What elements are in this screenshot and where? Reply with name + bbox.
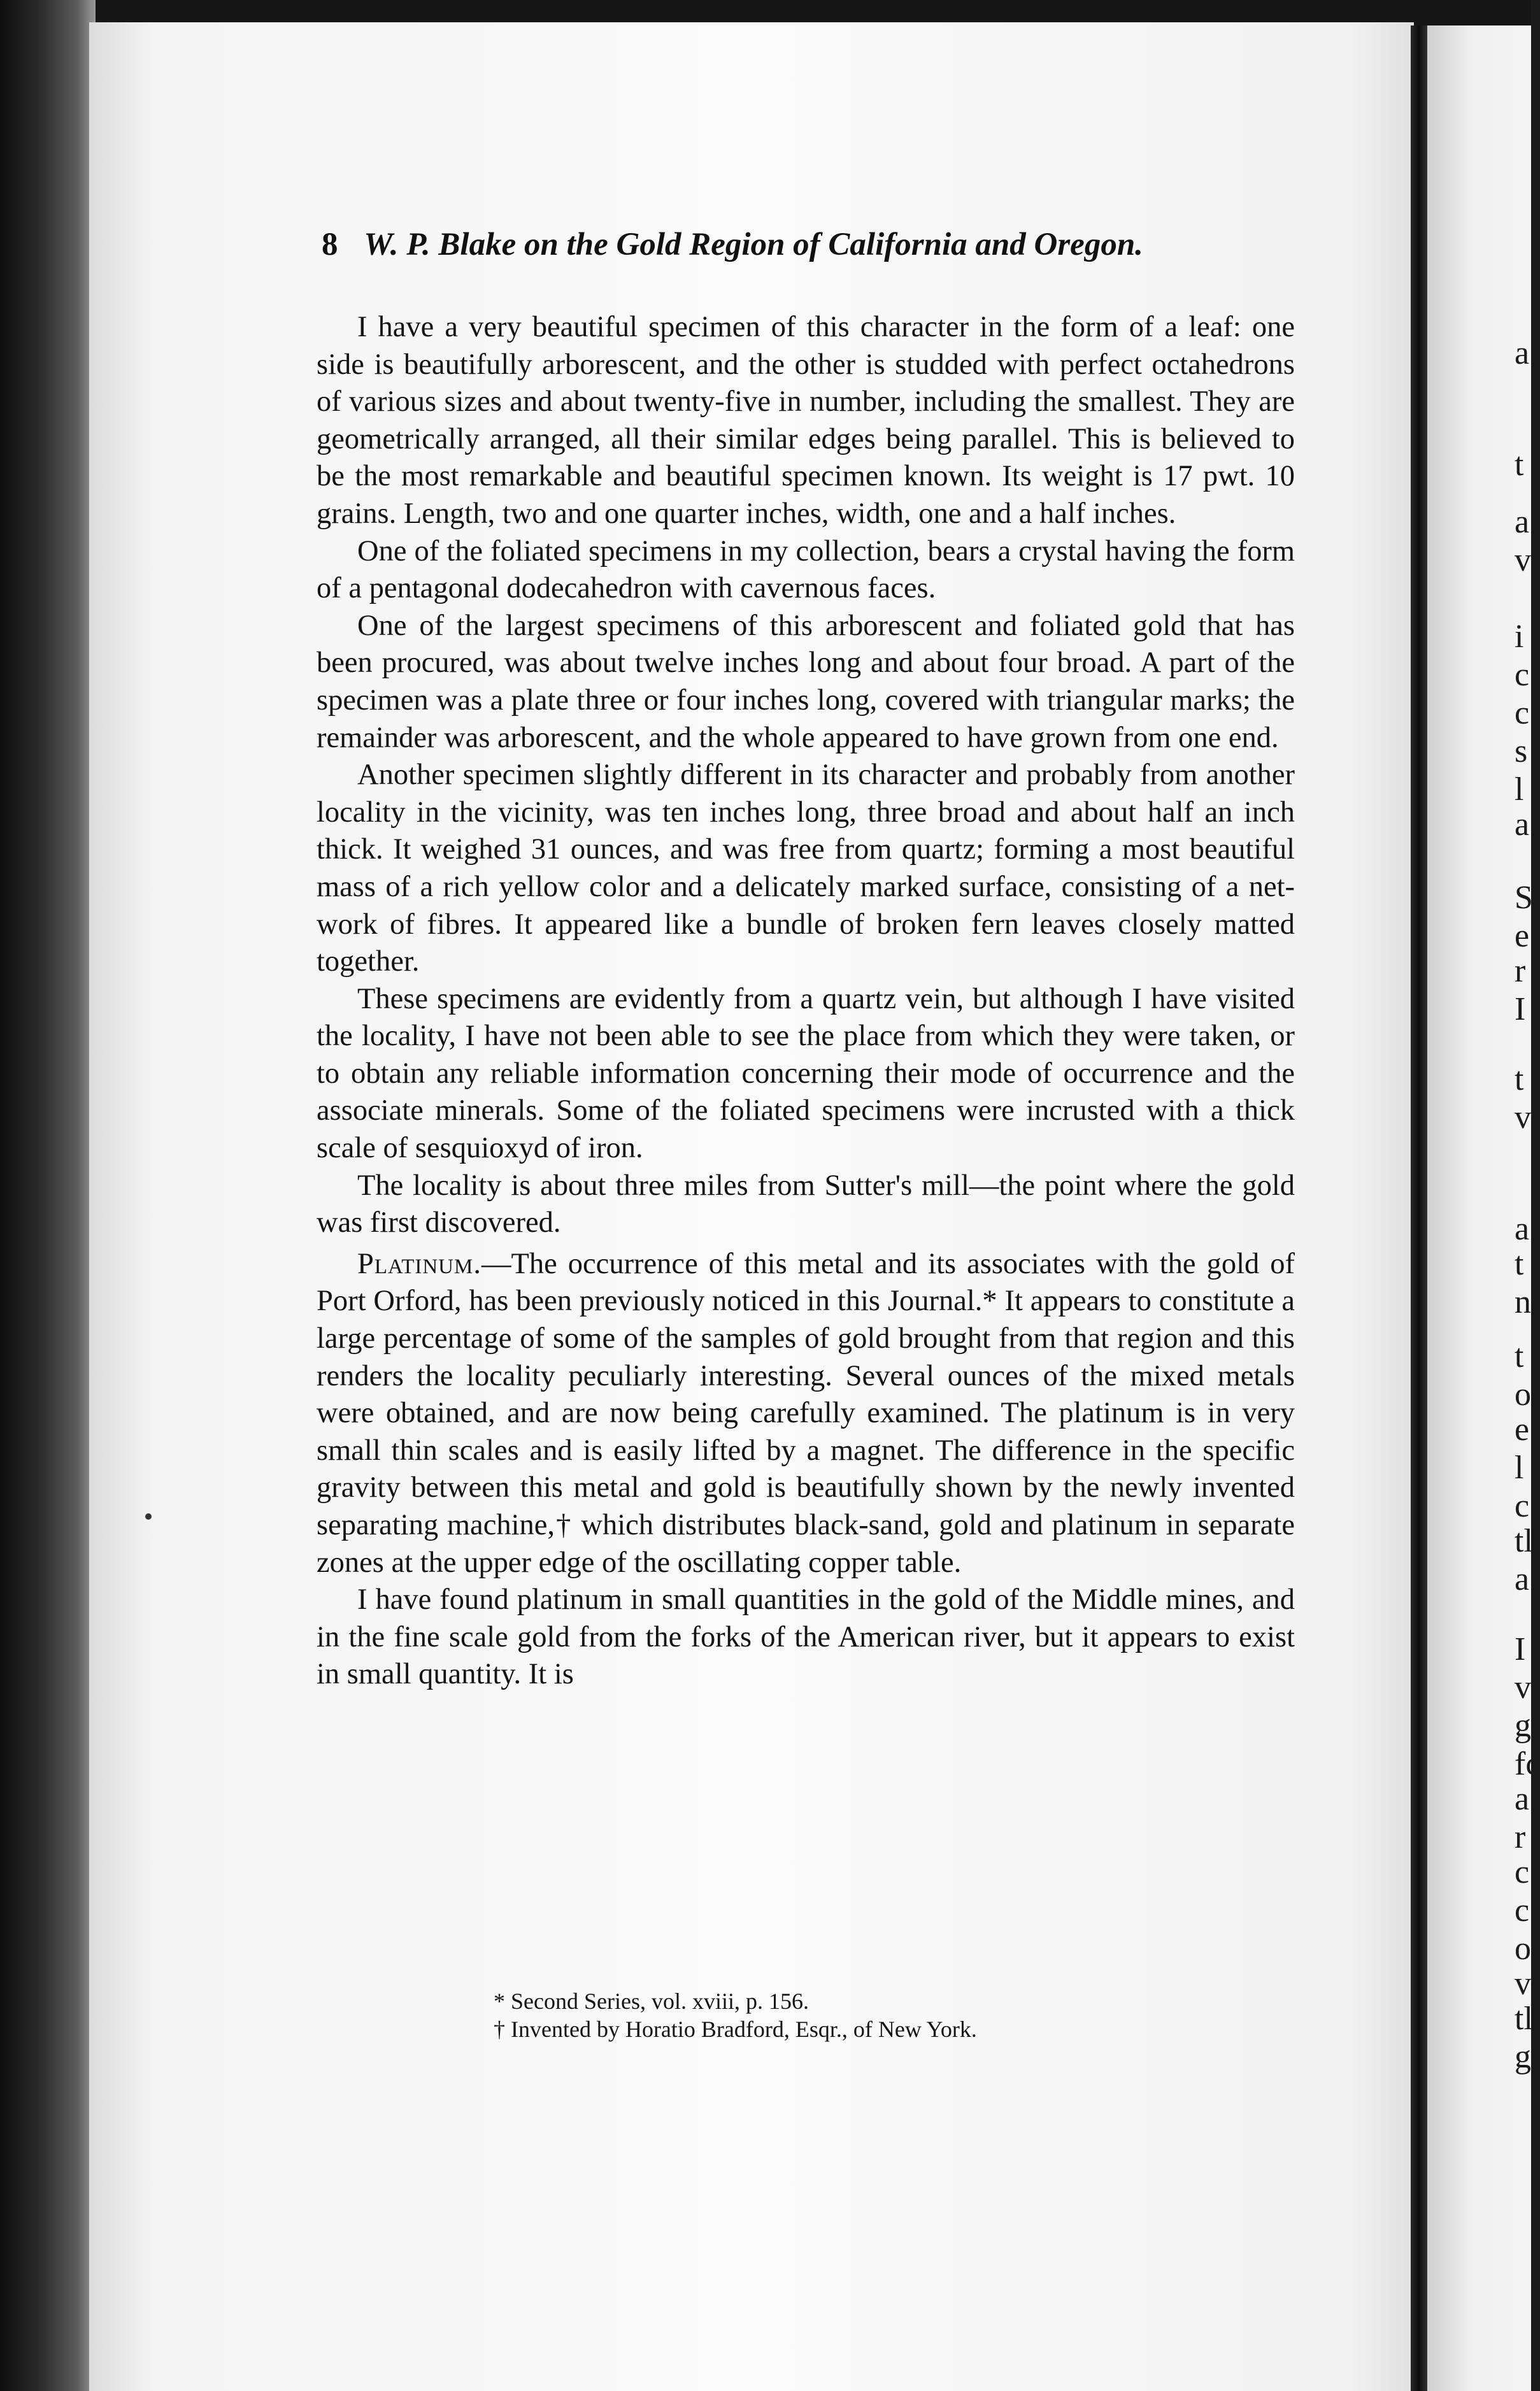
footnote: * Second Series, vol. xviii, p. 156. (494, 1988, 809, 2014)
next-page-fragment: o (1515, 1931, 1531, 1967)
next-page-fragment: o (1515, 1376, 1531, 1413)
next-page-fragment: c (1515, 657, 1530, 693)
next-page-fragment: n (1515, 1284, 1531, 1320)
next-page-fragment: t (1515, 446, 1524, 483)
next-page-fragment: c (1515, 1488, 1530, 1524)
binding-shadow (0, 0, 96, 2391)
next-page-fragment: t (1515, 1246, 1524, 1282)
paragraph: One of the largest specimens of this arborescent and foliated gold that has been procured, was about twelve inches long and about four broad. A part of the specimen was a plate three or four inches long, covered with triangular marks; the remainder was arborescent, and the whole appeared to have grown from one end. (317, 609, 1295, 754)
next-page-fragment: i (1515, 618, 1524, 655)
footnote: † Invented by Horatio Bradford, Esqr., of New York. (494, 2016, 977, 2042)
margin-mark (145, 1513, 152, 1520)
next-page-fragment: t (1515, 1338, 1524, 1374)
next-page-fragment: S (1515, 880, 1533, 916)
next-page-fragment: a (1515, 504, 1530, 540)
body-text (317, 309, 1295, 1694)
next-page-fragment: s (1515, 733, 1528, 769)
page-number: 8 (322, 227, 338, 262)
next-page-fragment: l (1515, 771, 1524, 808)
next-page-fragment: g (1515, 2039, 1531, 2075)
next-page-fragment: a (1515, 335, 1530, 371)
next-page-fragment: fc (1515, 1746, 1540, 1782)
footnotes (494, 1987, 1258, 2043)
next-page-fragment: r (1515, 953, 1526, 989)
next-page-fragment: c (1515, 1854, 1530, 1890)
next-page-fragment: a (1515, 806, 1530, 843)
paragraph: I have found platinum in small quantities in the gold of the Middle mines, and in the fine scale gold from the forks of the American river, but it appears to exist in small quantity. It is (317, 1583, 1295, 1691)
section-text: —The occurrence of this metal and its associates with the gold of Port Orford, has been previously noticed in this Journal.* It appears to constitute a large percentage of some of the samples of gold brought from that region and this renders the locality peculiarly interesting. Several ounces of the mixed metals were obtained, and are now being carefully examined. The platinum is in very small thin scales and is easily lifted by a magnet. The difference in the specific gravity between this metal and gold is beautifully shown by the newly invented separating machine,† which distributes black-sand, gold and platinum in separate zones at the upper edge of the oscillating copper table. (317, 1247, 1295, 1579)
next-page-fragment: r (1515, 1819, 1526, 1855)
paragraph: The locality is about three miles from Sutter's mill—the point where the gold was first discovered. (317, 1169, 1295, 1239)
next-page-fragment: l (1515, 1450, 1524, 1486)
header-title: W. P. Blake on the Gold Region of California and Oregon. (364, 227, 1143, 262)
platinum-paragraph (317, 1246, 1295, 1581)
paragraph: Another specimen slightly different in its character and probably from another locality in the vicinity, was ten inches long, three broad and about half an inch thick. It weighed 31 ounces, and was free from quartz; forming a most beautiful mass of a rich yellow color and a delicately marked surface, consisting of a net-work of fibres. It appeared like a bundle of broken fern leaves closely matted together. (317, 759, 1295, 978)
next-page-fragment: a (1515, 1561, 1530, 1597)
next-page-fragment: t (1515, 1061, 1524, 1097)
paragraph: These specimens are evidently from a quartz vein, but although I have visited the locality, I have not been able to see the place from which they were taken, or to obtain any reliable information concerning their mode of occurrence and the associate minerals. Some of the foliated specimens were incrusted with a thick scale of sesquioxyd of iron. (317, 982, 1295, 1165)
next-page-fragment: c (1515, 695, 1530, 731)
next-page-fragment: v (1515, 1966, 1531, 2002)
running-header (322, 226, 1296, 277)
next-page-fragment: v (1515, 542, 1531, 578)
next-page-fragment: I (1515, 1631, 1526, 1667)
next-page-fragment: v (1515, 1099, 1531, 1136)
next-page-fragment: I (1515, 991, 1526, 1027)
next-page-fragment: c (1515, 1892, 1530, 1929)
next-page-fragment: tl (1515, 2001, 1533, 2037)
page-fold (1411, 25, 1427, 2391)
section-heading: Platinum. (357, 1247, 481, 1280)
next-page-fragment: a (1515, 1781, 1530, 1817)
next-page-fragment: v (1515, 1669, 1531, 1706)
paragraph: I have a very beautiful specimen of this character in the form of a leaf: one side is beautifully arborescent, and the other is studded with perfect octahedrons of various sizes and about twenty-five in number, including the smallest. They are geometrically arranged, all their similar edges being parallel. This is believed to be the most remarkable and beautiful specimen known. Its weight is 17 pwt. 10 grains. Length, two and one quarter inches, width, one and a half inches. (317, 311, 1295, 530)
next-page-fragment: e (1515, 918, 1530, 954)
next-page-fragment: g (1515, 1708, 1531, 1744)
next-page-fragment: a (1515, 1211, 1530, 1247)
next-page-fragment: tl (1515, 1523, 1533, 1559)
paragraph: One of the foliated specimens in my collection, bears a crystal having the form of a pentagonal dodecahedron with cavernous faces. (317, 534, 1295, 605)
next-page-fragment: e (1515, 1411, 1530, 1448)
